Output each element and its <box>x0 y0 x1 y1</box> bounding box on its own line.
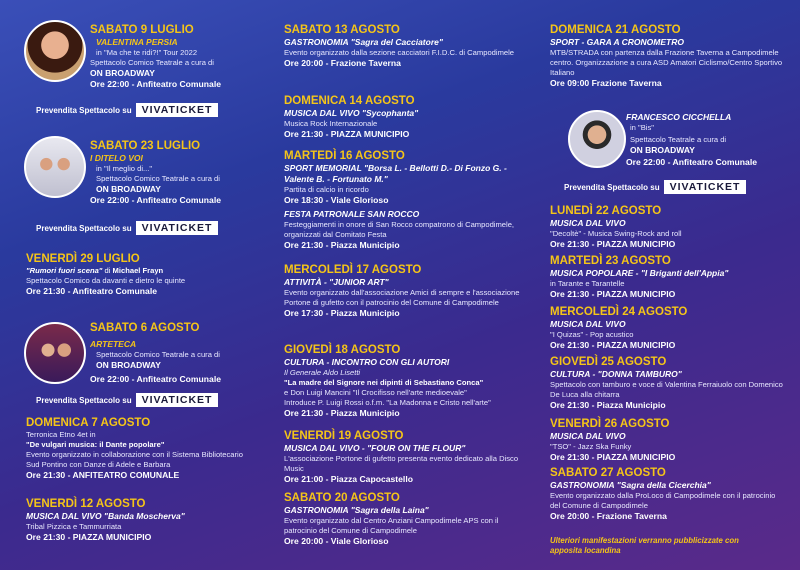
event-category: CULTURA - INCONTRO CON GLI AUTORI <box>284 357 450 367</box>
event-when: Ore 18:30 - Viale Glorioso <box>284 195 389 205</box>
event-when: Ore 21:30 - PIAZZA MUNICIPIO <box>284 129 410 139</box>
event-category: MUSICA DAL VIVO "Sycophanta" <box>284 108 419 118</box>
event-title: ARTETECA <box>90 339 137 349</box>
arteteca-photo <box>24 322 86 384</box>
event-category: SPORT MEMORIAL "Borsa L. - Bellotti D.- Di Fonzo G. - Valente B. - Fortunato M." <box>284 163 507 184</box>
event-date: VENERDÌ 19 AGOSTO <box>284 430 404 442</box>
event-12-agosto <box>26 498 262 543</box>
event-category: GASTRONOMIA "Sagra della Laina" <box>284 505 429 515</box>
presale-label: Prevendita Spettacolo su <box>36 395 132 405</box>
event-when: Ore 21:30 - PIAZZA MUNICIPIO <box>550 340 676 350</box>
event-date: MARTEDÌ 16 AGOSTO <box>284 150 405 162</box>
event-when: Ore 21:30 - Piazza Municipio <box>550 400 666 410</box>
event-when: Ore 21:30 - Anfiteatro Comunale <box>26 286 158 296</box>
event-category: MUSICA DAL VIVO <box>550 218 626 228</box>
event-category: ATTIVITÀ - "JUNIOR ART" <box>284 277 389 287</box>
vivaticket-link[interactable]: VIVATICKET <box>136 103 219 117</box>
event-when: Ore 21:30 - ANFITEATRO COMUNALE <box>26 470 180 480</box>
event-when: Ore 21:30 - PIAZZA MUNICIPIO <box>26 532 152 542</box>
event-date: DOMENICA 7 AGOSTO <box>26 417 151 429</box>
event-16-agosto <box>284 150 524 251</box>
event-line-joiner: di <box>102 266 113 275</box>
event-author: Michael Frayn <box>112 266 164 275</box>
event-date: MERCOLEDÌ 24 AGOSTO <box>550 306 688 318</box>
event-organizer: ON BROADWAY <box>90 68 155 78</box>
event-date: GIOVEDÌ 25 AGOSTO <box>550 356 667 368</box>
event-date: VENERDÌ 29 LUGLIO <box>26 253 140 265</box>
event-6-agosto <box>90 322 262 385</box>
event-25-agosto <box>550 356 788 411</box>
event-line: Evento organizzato dal Centro Anziani Campodimele APS con il patrocinio del Comune di Campodimele <box>284 516 499 535</box>
event-27-agosto <box>550 467 780 522</box>
event-line: Tribal Pizzica e Tammurriata <box>26 522 122 531</box>
event-date: MERCOLEDÌ 17 AGOSTO <box>284 264 422 276</box>
presale-label: Prevendita Spettacolo su <box>36 223 132 233</box>
presale-row <box>564 180 746 194</box>
event-date: MARTEDÌ 23 AGOSTO <box>550 255 671 267</box>
event-title: I DITELO VOI <box>90 153 143 163</box>
event-18-agosto <box>284 344 524 419</box>
event-date: SABATO 20 AGOSTO <box>284 492 400 504</box>
event-line: in "Bis" <box>630 123 654 132</box>
event-date: VENERDÌ 12 AGOSTO <box>26 498 146 510</box>
event-line: e Don Luigi Mancini "Il Crocifisso nell'arte medioevale" <box>284 388 467 397</box>
event-line: Evento organizzato dall'associazione Amici di sempre e l'associazione Portone di gufetto con il patrocinio del Comune di Campodimele <box>284 288 520 307</box>
event-21-agosto <box>550 24 790 89</box>
event-line: Musica Rock Internazionale <box>284 119 378 128</box>
event-line: Spettacolo con tamburo e voce di Valentina Ferraiuolo con Domenico De Luca alla chitarra <box>550 380 783 399</box>
event-when: Ore 20:00 - Viale Glorioso <box>284 536 389 546</box>
presale-label: Prevendita Spettacolo su <box>36 105 132 115</box>
event-date: DOMENICA 21 AGOSTO <box>550 24 681 36</box>
event-line: in "Ma che te ridi?!" Tour 2022 <box>96 48 198 57</box>
event-17-agosto <box>284 264 524 319</box>
event-line: Spettacolo Teatrale a cura di <box>630 135 727 144</box>
presale-row <box>36 393 218 407</box>
event-line: Spettacolo Comico Teatrale a cura di <box>96 174 220 183</box>
event-organizer: ON BROADWAY <box>96 184 161 194</box>
presale-row <box>36 103 218 117</box>
event-when: Ore 09:00 Frazione Taverna <box>550 78 662 88</box>
event-title: FRANCESCO CICCHELLA <box>626 112 732 122</box>
event-line: MTB/STRADA con partenza dalla Frazione Taverna a Campodimele centro. Organizzazione a cura ASD Amatori Ciclismo/Centro Sportivo Italiano <box>550 48 783 77</box>
column-2 <box>272 0 534 570</box>
event-organizer: ON BROADWAY <box>630 145 695 155</box>
event-when: Ore 21:30 - PIAZZA MUNICIPIO <box>550 289 676 299</box>
event-date: VENERDÌ 26 AGOSTO <box>550 418 670 430</box>
column-3 <box>540 0 800 570</box>
event-14-agosto <box>284 95 534 140</box>
event-category: MUSICA POPOLARE - "I Briganti dell'Appia" <box>550 268 729 278</box>
event-line: in "Il meglio di..." <box>96 164 153 173</box>
event-line: "De vulgari musica: il Dante popolare" <box>26 440 165 449</box>
event-when: Ore 22:00 - Anfiteatro Comunale <box>90 79 222 89</box>
event-line: "TSO" - Jazz Ska Funky <box>550 442 632 451</box>
event-when: Ore 21:30 - Piazza Municipio <box>284 408 400 418</box>
event-line: "Decoltè" - Musica Swing-Rock and roll <box>550 229 682 238</box>
event-category: MUSICA DAL VIVO <box>550 431 626 441</box>
event-category: SPORT - GARA A CRONOMETRO <box>550 37 684 47</box>
presale-label: Prevendita Spettacolo su <box>564 182 660 192</box>
event-23-luglio <box>90 140 262 206</box>
valentina-persia-photo <box>24 20 86 82</box>
event-line: Introduce P. Luigi Rossi o.f.m. "La Madonna e Cristo nell'arte" <box>284 398 491 407</box>
event-when: Ore 20:00 - Frazione Taverna <box>284 58 401 68</box>
event-category: MUSICA DAL VIVO "Banda Moscherva" <box>26 511 185 521</box>
event-organizer: ON BROADWAY <box>96 360 161 370</box>
i-ditelo-voi-photo <box>24 136 86 198</box>
column-1 <box>0 0 262 570</box>
presale-row <box>36 221 218 235</box>
vivaticket-link[interactable]: VIVATICKET <box>136 393 219 407</box>
event-when: Ore 20:00 - Frazione Taverna <box>550 511 667 521</box>
event-when: Ore 21:30 - Piazza Municipio <box>284 240 400 250</box>
event-date: SABATO 23 LUGLIO <box>90 140 201 152</box>
event-francesco-cicchella <box>626 112 800 168</box>
vivaticket-link[interactable]: VIVATICKET <box>136 221 219 235</box>
event-line: Terronica Etno 4et in <box>26 430 96 439</box>
event-category: MUSICA DAL VIVO - "FOUR ON THE FLOUR" <box>284 443 466 453</box>
event-when: Ore 21:30 - PIAZZA MUNICIPIO <box>550 452 676 462</box>
event-category: GASTRONOMIA "Sagra della Cicerchia" <box>550 480 711 490</box>
event-26-agosto <box>550 418 800 463</box>
event-category: CULTURA - "DONNA TAMBURO" <box>550 369 682 379</box>
event-line: Il Generale Aldo Lisetti <box>284 368 361 377</box>
event-title: VALENTINA PERSIA <box>96 37 178 47</box>
event-when: Ore 21:00 - Piazza Capocastello <box>284 474 413 484</box>
event-category: GASTRONOMIA "Sagra del Cacciatore" <box>284 37 443 47</box>
event-when: Ore 22:00 - Anfiteatro Comunale <box>90 195 222 205</box>
event-22-agosto <box>550 205 800 250</box>
event-date: GIOVEDÌ 18 AGOSTO <box>284 344 401 356</box>
event-line: Evento organizzato dalla sezione cacciatori F.I.D.C. di Campodimele <box>284 48 515 57</box>
francesco-cicchella-photo <box>568 110 626 168</box>
event-category: MUSICA DAL VIVO <box>550 319 626 329</box>
event-7-agosto <box>26 417 246 481</box>
event-date: SABATO 9 LUGLIO <box>90 24 194 36</box>
event-work: "Rumori fuori scena" <box>26 266 103 275</box>
event-when: Ore 21:30 - PIAZZA MUNICIPIO <box>550 239 676 249</box>
event-20-agosto <box>284 492 524 547</box>
event-line: "I Quizas" - Pop acustico <box>550 330 634 339</box>
event-23-agosto <box>550 255 800 300</box>
event-line: Spettacolo Comico Teatrale a cura di <box>96 350 220 359</box>
event-when: Ore 17:30 - Piazza Municipio <box>284 308 400 318</box>
event-24-agosto <box>550 306 800 351</box>
event-when: Ore 22:00 - Anfiteatro Comunale <box>90 374 222 384</box>
event-date: SABATO 13 AGOSTO <box>284 24 400 36</box>
event-line: Spettacolo Comico Teatrale a cura di <box>90 58 214 67</box>
event-date: DOMENICA 14 AGOSTO <box>284 95 415 107</box>
event-line <box>26 266 262 276</box>
event-date: SABATO 6 AGOSTO <box>90 322 200 334</box>
event-date: SABATO 27 AGOSTO <box>550 467 666 479</box>
event-when: Ore 22:00 - Anfiteatro Comunale <box>626 157 758 167</box>
event-line: Spettacolo Comico da davanti e dietro le quinte <box>26 276 186 285</box>
event-line: L'associazione Portone di gufetto presenta evento dedicato alla Disco Music <box>284 454 519 473</box>
event-line: Festeggiamenti in onore di San Rocco compatrono di Campodimele, organizzati dal Comitato Festa <box>284 220 515 239</box>
event-13-agosto <box>284 24 524 69</box>
event-9-luglio <box>90 24 262 90</box>
event-date: LUNEDÌ 22 AGOSTO <box>550 205 662 217</box>
event-line: Evento organizzato dalla ProLoco di Campodimele con il patrocinio del Comune di Campodimele <box>550 491 776 510</box>
event-line: in Tarante e Tarantelle <box>550 279 625 288</box>
event-category: FESTA PATRONALE SAN ROCCO <box>284 209 420 219</box>
event-line: Partita di calcio in ricordo <box>284 185 369 194</box>
footer-note: Ulteriori manifestazioni verranno pubblicizzate con apposita locandina <box>550 536 739 555</box>
event-line: Evento organizzato in collaborazione con il Sistema Bibliotecario Sud Pontino con Danze di Adele e Barbara <box>26 450 243 469</box>
vivaticket-link[interactable]: VIVATICKET <box>664 180 747 194</box>
event-19-agosto <box>284 430 524 485</box>
event-29-luglio <box>26 253 262 297</box>
event-line: "La madre del Signore nei dipinti di Sebastiano Conca" <box>284 378 484 387</box>
